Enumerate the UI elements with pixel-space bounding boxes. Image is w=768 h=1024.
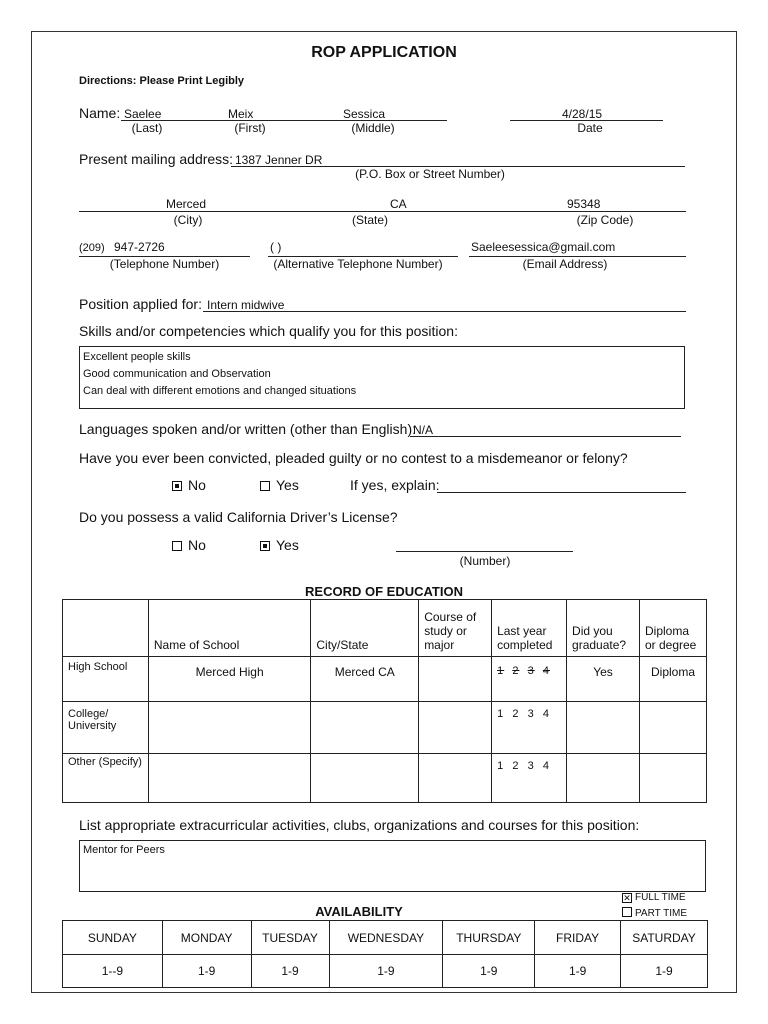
course-cell[interactable] (419, 657, 492, 702)
date-caption: Date (577, 121, 603, 135)
table-row (63, 702, 707, 754)
year-option[interactable]: 1 (497, 665, 505, 677)
email-value[interactable]: Saeleesessica@gmail.com (471, 240, 616, 254)
years-cell[interactable] (492, 657, 567, 702)
row-type: High School (63, 657, 149, 702)
checkbox-icon[interactable] (172, 481, 182, 491)
education-table (62, 599, 707, 803)
skills-box[interactable] (79, 346, 685, 409)
city-state-zip-underline (79, 211, 686, 212)
explain-underline[interactable] (437, 492, 686, 493)
diploma-cell[interactable] (639, 702, 706, 754)
diploma-cell[interactable]: Diploma (639, 657, 706, 702)
school-cell[interactable]: Merced High (148, 657, 311, 702)
license-number-underline[interactable] (396, 551, 573, 552)
hours-cell[interactable]: 1-9 (329, 955, 443, 988)
checkbox-icon[interactable] (260, 541, 270, 551)
year-option[interactable]: 3 (527, 760, 535, 772)
year-option[interactable]: 2 (512, 760, 520, 772)
day-header: SATURDAY (621, 921, 708, 955)
position-value[interactable]: Intern midwive (207, 298, 285, 312)
last-caption: (Last) (131, 121, 163, 135)
license-number-caption: (Number) (459, 554, 511, 568)
city-cell[interactable] (311, 702, 419, 754)
city-cell[interactable] (311, 754, 419, 803)
last-name-value[interactable]: Saelee (124, 107, 162, 121)
years-cell[interactable] (492, 754, 567, 803)
year-option[interactable]: 4 (542, 760, 550, 772)
full-time-label: FULL TIME (635, 892, 686, 903)
hours-cell[interactable]: 1-9 (251, 955, 329, 988)
zip-caption: (Zip Code) (576, 213, 634, 227)
graduate-cell[interactable]: Yes (567, 657, 640, 702)
day-header: WEDNESDAY (329, 921, 443, 955)
phone-value[interactable]: 947-2726 (114, 240, 165, 254)
languages-underline (410, 436, 681, 437)
hours-cell[interactable]: 1-9 (621, 955, 708, 988)
skills-line: Can deal with different emotions and changed situations (83, 385, 357, 397)
yes-label: Yes (276, 537, 299, 553)
header-cell: Name of School (148, 600, 311, 657)
course-cell[interactable] (419, 702, 492, 754)
years-cell[interactable] (492, 702, 567, 754)
position-label: Position applied for: (79, 296, 202, 312)
skills-line: Good communication and Observation (83, 368, 271, 380)
year-option[interactable]: 3 (527, 665, 535, 677)
skills-label: Skills and/or competencies which qualify you for this position: (79, 323, 458, 339)
part-time-label: PART TIME (635, 908, 688, 919)
year-option[interactable]: 4 (542, 665, 550, 677)
first-caption: (First) (234, 121, 266, 135)
school-cell[interactable] (148, 754, 311, 803)
middle-name-value[interactable]: Sessica (343, 107, 386, 121)
day-header: FRIDAY (535, 921, 621, 955)
languages-value[interactable]: N/A (413, 423, 434, 437)
graduate-cell[interactable] (567, 702, 640, 754)
zip-value[interactable]: 95348 (567, 197, 601, 211)
day-header: SUNDAY (63, 921, 163, 955)
hours-cell[interactable]: 1-9 (162, 955, 251, 988)
page-title: ROP APPLICATION (311, 44, 457, 61)
hours-cell[interactable]: 1--9 (63, 955, 163, 988)
skills-line: Excellent people skills (83, 351, 191, 363)
convicted-question: Have you ever been convicted, pleaded guilty or no contest to a misdemeanor or felony? (79, 450, 628, 466)
name-label: Name: (79, 105, 121, 121)
availability-table (62, 920, 708, 988)
row-type: College/ University (63, 702, 149, 754)
year-option[interactable]: 4 (542, 708, 550, 720)
row-type: Other (Specify) (63, 754, 149, 803)
license-yes-option[interactable] (260, 537, 299, 553)
year-option[interactable]: 3 (527, 708, 535, 720)
street-value[interactable]: 1387 Jenner DR (235, 153, 323, 167)
yes-label: Yes (276, 477, 299, 493)
alt-phone-value[interactable]: ( ) (270, 240, 282, 254)
extracurricular-label: List appropriate extracurricular activities, clubs, organizations and courses for this position: (79, 817, 640, 833)
state-value[interactable]: CA (390, 197, 407, 211)
education-header-row (63, 600, 707, 657)
year-option[interactable]: 2 (512, 708, 520, 720)
course-cell[interactable] (419, 754, 492, 803)
street-caption: (P.O. Box or Street Number) (355, 167, 505, 181)
full-time-option[interactable] (622, 892, 686, 903)
alt-phone-caption: (Alternative Telephone Number) (273, 257, 443, 271)
table-row (63, 754, 707, 803)
graduate-cell[interactable] (567, 754, 640, 803)
date-value[interactable]: 4/28/15 (562, 107, 603, 121)
directions: Directions: Please Print Legibly (79, 75, 245, 87)
no-label: No (188, 477, 206, 493)
checkbox-icon[interactable] (172, 541, 182, 551)
table-row (63, 657, 707, 702)
header-cell: Did you graduate? (567, 600, 640, 657)
city-value[interactable]: Merced (166, 197, 207, 211)
header-cell: Course of study or major (419, 600, 492, 657)
explain-label: If yes, explain: (350, 477, 440, 493)
day-header: MONDAY (162, 921, 251, 955)
area-code-value[interactable]: (209) (79, 242, 105, 254)
email-caption: (Email Address) (522, 257, 608, 271)
convicted-yes-option[interactable] (260, 477, 299, 493)
header-cell: City/State (311, 600, 419, 657)
checkbox-icon[interactable] (260, 481, 270, 491)
no-label: No (188, 537, 206, 553)
extracurricular-box[interactable]: Mentor for Peers (79, 840, 706, 892)
state-caption: (State) (351, 213, 388, 227)
day-header: TUESDAY (251, 921, 329, 955)
header-cell: Last year completed (492, 600, 567, 657)
position-underline (203, 311, 686, 312)
languages-label: Languages spoken and/or written (other than English): (79, 421, 416, 437)
first-name-value[interactable]: Meix (228, 107, 254, 121)
year-option[interactable]: 2 (512, 665, 520, 677)
address-label: Present mailing address: (79, 151, 234, 167)
school-cell[interactable] (148, 702, 311, 754)
year-option[interactable]: 1 (497, 760, 505, 772)
availability-heading: AVAILABILITY (315, 904, 403, 919)
diploma-cell[interactable] (639, 754, 706, 803)
header-cell: Diploma or degree (639, 600, 706, 657)
city-caption: (City) (173, 213, 203, 227)
checked-box-icon[interactable]: ✕ (623, 893, 631, 903)
education-heading: RECORD OF EDUCATION (305, 584, 463, 599)
license-question: Do you possess a valid California Driver’s License? (79, 509, 398, 525)
days-row (63, 921, 708, 955)
convicted-no-option[interactable] (172, 477, 206, 493)
header-cell (63, 600, 149, 657)
year-option[interactable]: 1 (497, 708, 505, 720)
license-no-option[interactable] (172, 537, 206, 553)
phone-caption: (Telephone Number) (109, 257, 220, 271)
city-cell[interactable]: Merced CA (311, 657, 419, 702)
hours-row (63, 955, 708, 988)
middle-caption: (Middle) (351, 121, 395, 135)
hours-cell[interactable]: 1-9 (443, 955, 535, 988)
day-header: THURSDAY (443, 921, 535, 955)
hours-cell[interactable]: 1-9 (535, 955, 621, 988)
